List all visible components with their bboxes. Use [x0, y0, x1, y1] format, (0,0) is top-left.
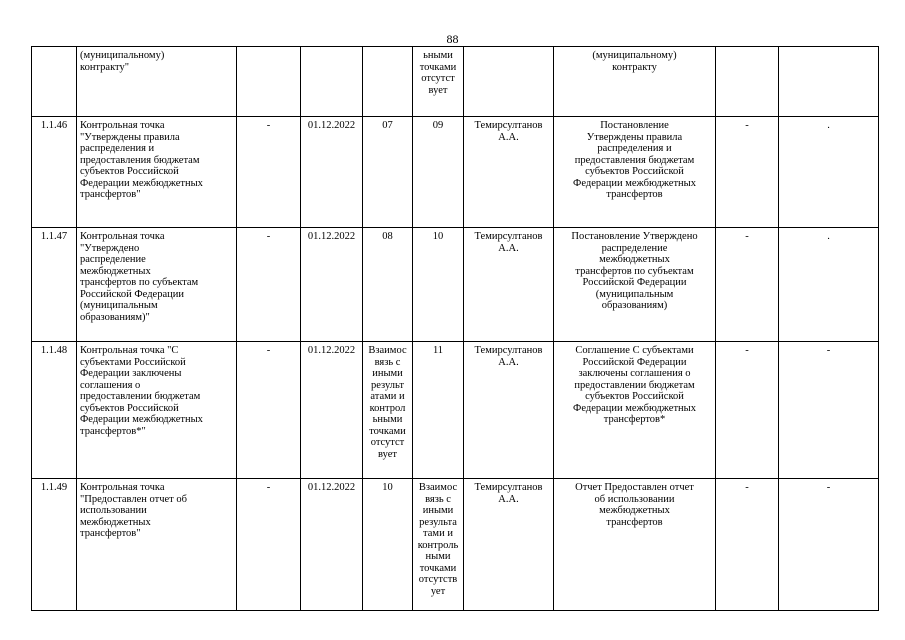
basic-value-cell: -	[237, 342, 301, 479]
row-number-cell	[32, 47, 77, 117]
responsible-cell	[464, 47, 554, 117]
successor-cell: ьными точками отсутст вует	[413, 47, 464, 117]
table-row	[32, 47, 879, 117]
info-system-cell	[716, 47, 779, 117]
control-point-name-cell: Контрольная точка "С субъектами Российской Федерации заключены соглашения о предоставлении бюджетам субъектов Российской Федерации межбюджетных трансфертов*"	[77, 342, 237, 479]
date-cell: 01.12.2022	[301, 117, 363, 228]
remarks-cell: -	[779, 479, 879, 611]
document-cell: Постановление Утверждены правила распределения и предоставления бюджетам субъектов Российской Федерации межбюджетных трансфертов	[554, 117, 716, 228]
date-cell: 01.12.2022	[301, 228, 363, 342]
row-number-cell: 1.1.48	[32, 342, 77, 479]
remarks-cell	[779, 47, 879, 117]
control-points-table	[31, 46, 879, 611]
page-number: 88	[446, 32, 459, 46]
date-cell: 01.12.2022	[301, 342, 363, 479]
row-number-cell: 1.1.46	[32, 117, 77, 228]
table-body	[32, 47, 879, 611]
predecessor-cell: Взаимос вязь с иными результ атами и контрол ьными точками отсутст вует	[363, 342, 413, 479]
table-row	[32, 228, 879, 342]
predecessor-cell: 10	[363, 479, 413, 611]
document-cell: (муниципальному) контракту	[554, 47, 716, 117]
successor-cell: Взаимос вязь с иными результа тами и контроль ными точками отсутств ует	[413, 479, 464, 611]
predecessor-cell: 07	[363, 117, 413, 228]
date-cell: 01.12.2022	[301, 479, 363, 611]
date-cell	[301, 47, 363, 117]
predecessor-cell: 08	[363, 228, 413, 342]
remarks-cell: .	[779, 228, 879, 342]
table-row	[32, 479, 879, 611]
basic-value-cell: -	[237, 117, 301, 228]
control-point-name-cell: Контрольная точка "Предоставлен отчет об использовании межбюджетных трансфертов"	[77, 479, 237, 611]
remarks-cell: -	[779, 342, 879, 479]
info-system-cell: -	[716, 342, 779, 479]
table-row	[32, 342, 879, 479]
info-system-cell: -	[716, 228, 779, 342]
successor-cell: 10	[413, 228, 464, 342]
info-system-cell: -	[716, 479, 779, 611]
control-point-name-cell: (муниципальному) контракту"	[77, 47, 237, 117]
row-number-cell: 1.1.49	[32, 479, 77, 611]
responsible-cell: Темирсултанов А.А.	[464, 342, 554, 479]
predecessor-cell	[363, 47, 413, 117]
basic-value-cell: -	[237, 479, 301, 611]
table-row	[32, 117, 879, 228]
control-point-name-cell: Контрольная точка "Утверждено распределение межбюджетных трансфертов по субъектам Российской Федерации (муниципальным образованиям)"	[77, 228, 237, 342]
responsible-cell: Темирсултанов А.А.	[464, 117, 554, 228]
control-point-name-cell: Контрольная точка "Утверждены правила распределения и предоставления бюджетам субъектов Российской Федерации межбюджетных трансфертов"	[77, 117, 237, 228]
basic-value-cell: -	[237, 228, 301, 342]
info-system-cell: -	[716, 117, 779, 228]
document-cell: Постановление Утверждено распределение межбюджетных трансфертов по субъектам Российской Федерации (муниципальным образованиям)	[554, 228, 716, 342]
basic-value-cell	[237, 47, 301, 117]
successor-cell: 11	[413, 342, 464, 479]
row-number-cell: 1.1.47	[32, 228, 77, 342]
responsible-cell: Темирсултанов А.А.	[464, 479, 554, 611]
successor-cell: 09	[413, 117, 464, 228]
responsible-cell: Темирсултанов А.А.	[464, 228, 554, 342]
document-cell: Отчет Предоставлен отчет об использовании межбюджетных трансфертов	[554, 479, 716, 611]
remarks-cell: .	[779, 117, 879, 228]
document-cell: Соглашение С субъектами Российской Федерации заключены соглашения о предоставлении бюджетам субъектов Российской Федерации межбюджетных трансфертов*	[554, 342, 716, 479]
